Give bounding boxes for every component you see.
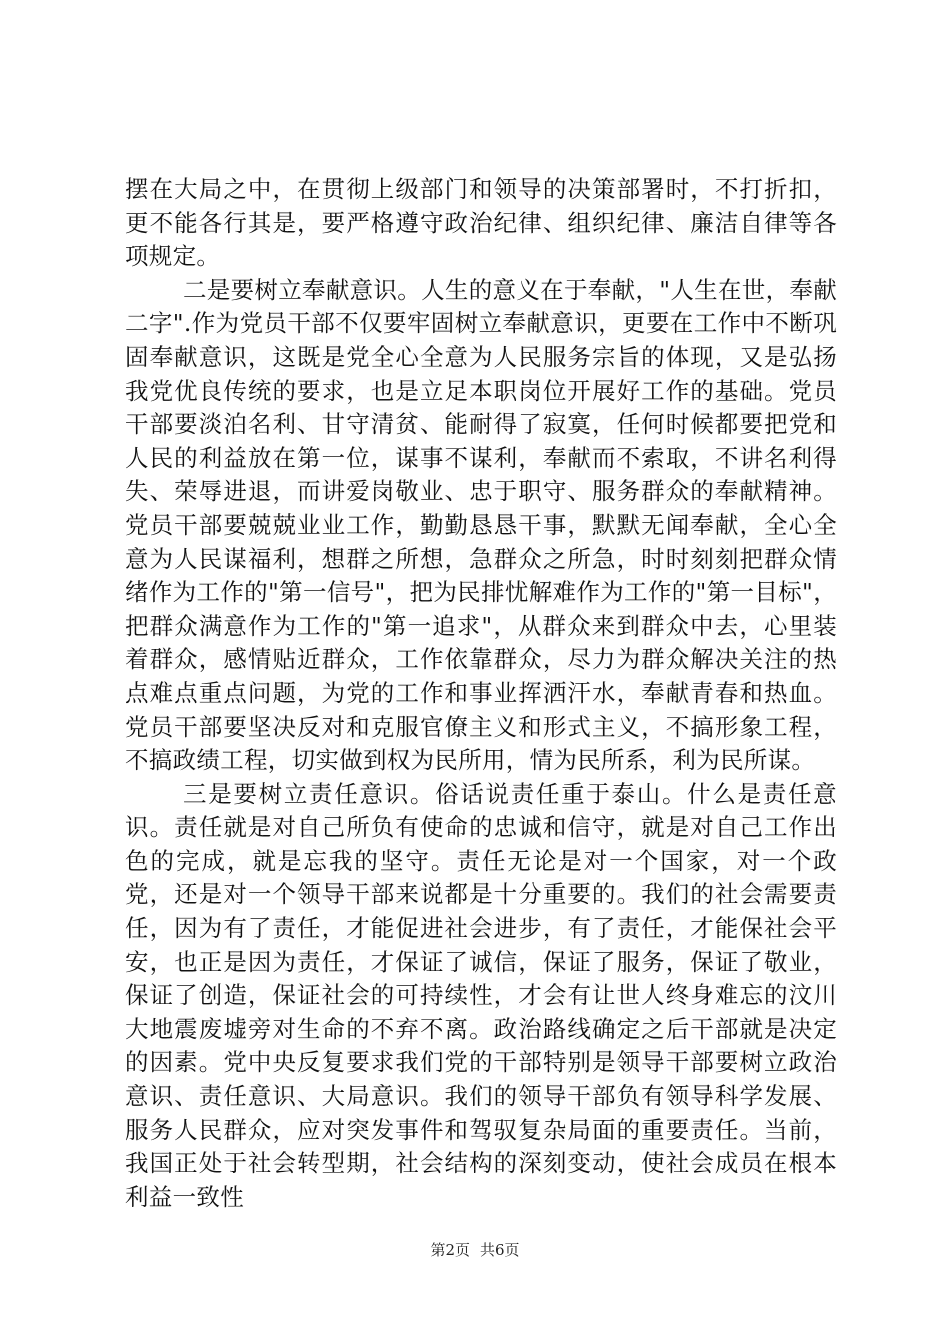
page-footer xyxy=(0,1240,950,1260)
document-body xyxy=(125,173,837,1214)
paragraph-continuation: 摆在大局之中，在贯彻上级部门和领导的决策部署时，不打折扣，更不能各行其是，要严格遵守政治纪律、组织纪律、廉洁自律等各项规定。 xyxy=(125,175,837,271)
paragraph-dedication: 二是要树立奉献意识。人生的意义在于奉献，"人生在世，奉献二字".作为党员干部不仅要牢固树立奉献意识，更要在工作中不断巩固奉献意识，这既是党全心全意为人民服务宗旨的体现，又是弘扬我党优良传统的要求，也是立足本职岗位开展好工作的基础。党员干部要淡泊名利、甘守清贫、能耐得了寂寞，任何时候都要把党和人民的利益放在第一位，谋事不谋利，奉献而不索取，不讲名利得失、荣辱进退，而讲爱岗敬业、忠于职守、服务群众的奉献精神。党员干部要兢兢业业工作，勤勤恳恳干事，默默无闻奉献，全心全意为人民谋福利，想群之所想，急群众之所急，时时刻刻把群众情绪作为工作的"第一信号"，把为民排忧解难作为工作的"第一目标"，把群众满意作为工作的"第一追求"，从群众来到群众中去，心里装着群众，感情贴近群众，工作依靠群众，尽力为群众解决关注的热点难点重点问题，为党的工作和事业挥洒汗水，奉献青春和热血。党员干部要坚决反对和克服官僚主义和形式主义，不搞形象工程，不搞政绩工程，切实做到权为民所用，情为民所系，利为民所谋。 xyxy=(125,275,837,775)
page-total: 共6页 xyxy=(480,1241,520,1259)
page-number: 第2页 xyxy=(430,1241,470,1259)
paragraph-responsibility: 三是要树立责任意识。俗话说责任重于泰山。什么是责任意识。责任就是对自己所负有使命的忠诚和信守，就是对自己工作出色的完成，就是忘我的坚守。责任无论是对一个国家，对一个政党，还是对一个领导干部来说都是十分重要的。我们的社会需要责任，因为有了责任，才能促进社会进步，有了责任，才能保社会平安，也正是因为责任，才保证了诚信，保证了服务，保证了敬业，保证了创造，保证社会的可持续性，才会有让世人终身难忘的汶川大地震废墟旁对生命的不弃不离。政治路线确定之后干部就是决定的因素。党中央反复要求我们党的干部特别是领导干部要树立政治意识、责任意识、大局意识。我们的领导干部负有领导科学发展、服务人民群众，应对突发事件和驾驭复杂局面的重要责任。当前，我国正处于社会转型期，社会结构的深刻变动，使社会成员在根本利益一致性 xyxy=(125,779,837,1211)
